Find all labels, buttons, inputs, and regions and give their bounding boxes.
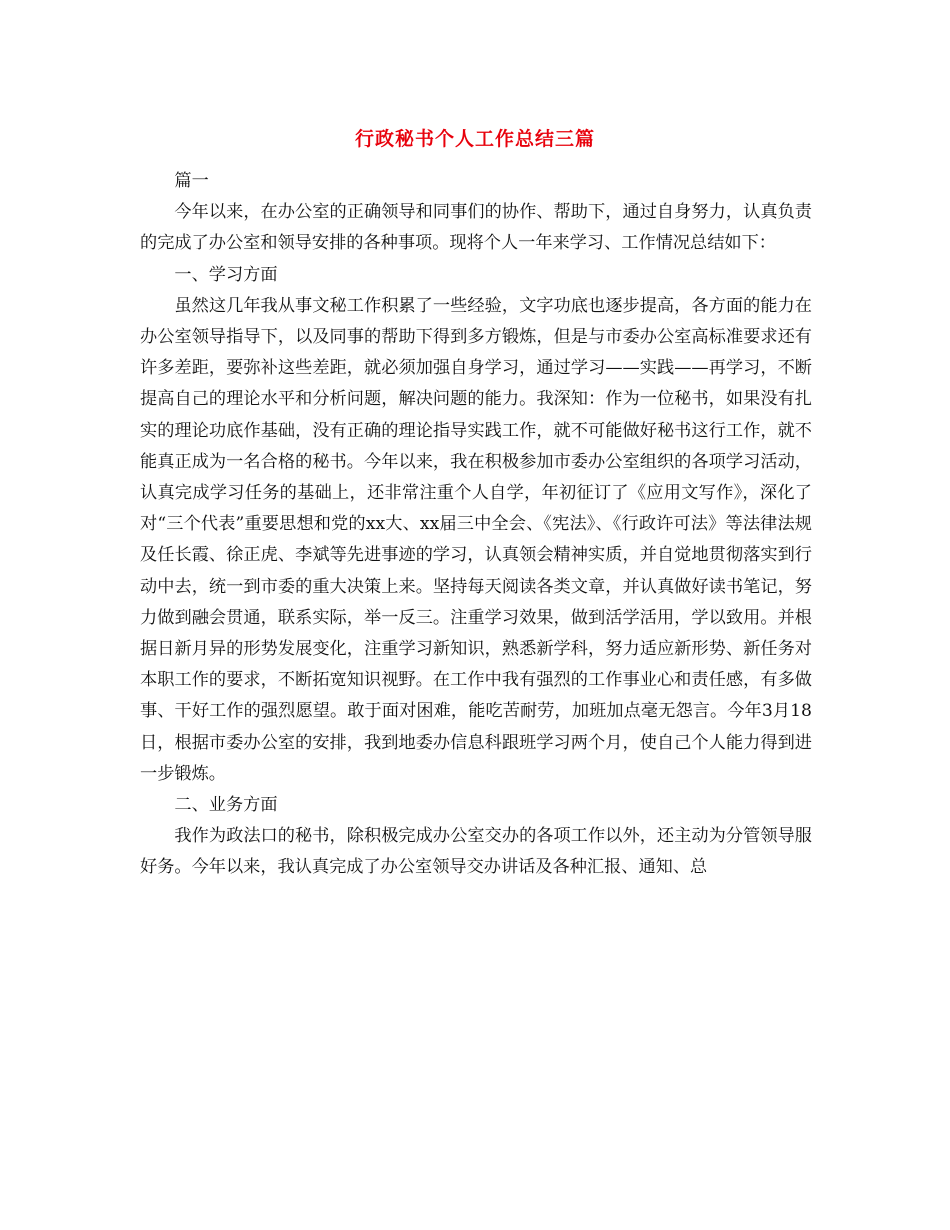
section-heading-part-one: 篇一 bbox=[174, 171, 209, 191]
study-paragraph: 虽然这几年我从事文秘工作积累了一些经验，文字功底也逐步提高，各方面的能力在办公室领导指导下，以及同事的帮助下得到多方锻炼，但是与市委办公室高标准要求还有许多差距，要弥补这些差距，就必须加强自身学习，通过学习——实践——再学习，不断提高自己的理论水平和分析问题，解决问题的能力。我深知：作为一位秘书，如果没有扎实的理论功底作基础，没有正确的理论指导实践工作，就不可能做好秘书这行工作，就不能真正成为一名合格的秘书。今年以来，我在积极参加市委办公室组织的各项学习活动，认真完成学习任务的基础上，还非常注重个人自学，年初征订了《应用文写作》，深化了对“三个代表”重要思想和党的xx大、xx届三中全会、《宪法》、《行政许可法》等法律法规及任长霞、徐正虎、李斌等先进事迹的学习，认真领会精神实质，并自觉地贯彻落实到行动中去，统一到市委的重大决策上来。坚持每天阅读各类文章，并认真做好读书笔记，努力做到融会贯通，联系实际，举一反三。注重学习效果，做到活学活用，学以致用。并根据日新月异的形势发展变化，注重学习新知识，熟悉新学科，努力适应新形势、新任务对本职工作的要求，不断拓宽知识视野。在工作中我有强烈的工作事业心和责任感，有多做事、干好工作的强烈愿望。敢于面对困难，能吃苦耐劳，加班加点毫无怨言。今年3月18日，根据市委办公室的安排，我到地委办信息科跟班学习两个月，使自己个人能力得到进一步锻炼。 bbox=[140, 295, 812, 784]
section-heading-business: 二、业务方面 bbox=[174, 795, 278, 816]
intro-paragraph: 今年以来，在办公室的正确领导和同事们的协作、帮助下，通过自身努力，认真负责的完成了办公室和领导安排的各种事项。现将个人一年来学习、工作情况总结如下： bbox=[140, 202, 812, 254]
section-heading-study: 一、学习方面 bbox=[174, 264, 278, 285]
document-title: 行政秘书个人工作总结三篇 bbox=[354, 128, 595, 150]
business-paragraph: 我作为政法口的秘书，除积极完成办公室交办的各项工作以外，还主动为分管领导服好务。今年以来，我认真完成了办公室领导交办讲话及各种汇报、通知、总 bbox=[140, 826, 812, 878]
document-body bbox=[140, 166, 812, 884]
